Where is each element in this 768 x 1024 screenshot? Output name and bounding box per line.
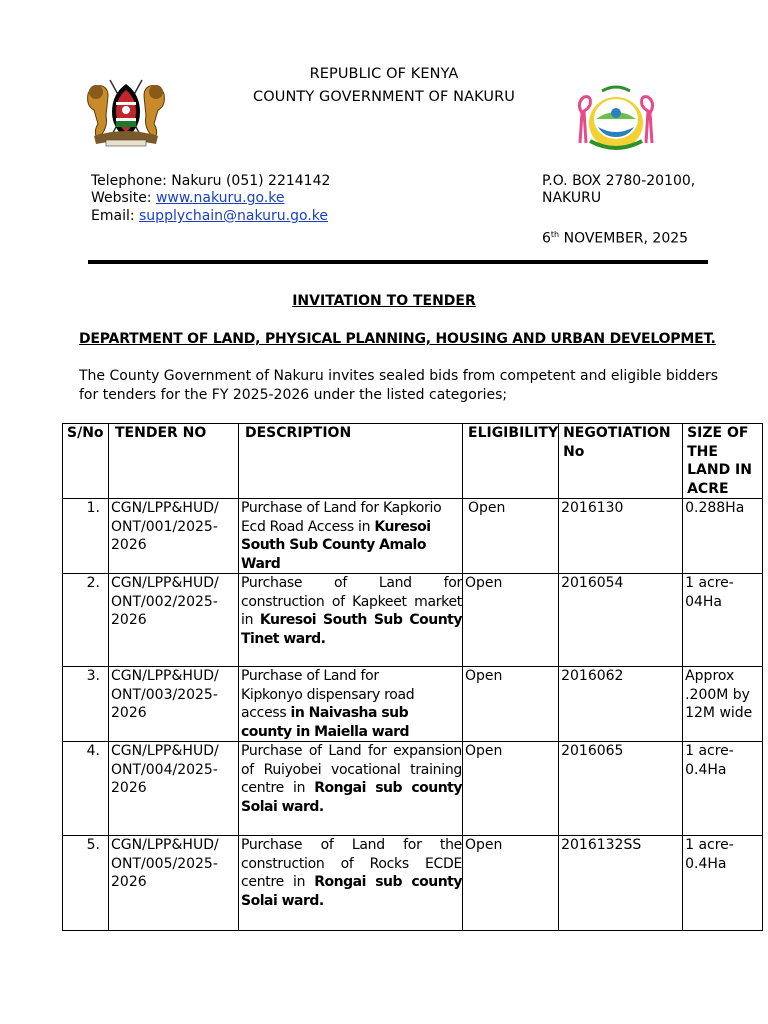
row-negotiation-no: 2016054 [559, 574, 683, 667]
town: NAKURU [542, 190, 602, 206]
row-eligibility: Open [463, 499, 559, 574]
kenya-coat-of-arms-icon [80, 72, 172, 150]
row-sno: 2. [63, 574, 109, 667]
row-description-text: Purchase of Land for Kapkorio Ecd Road Access in [241, 500, 442, 535]
col-header-tender-no: TENDER NO [109, 424, 239, 499]
telephone-line: Telephone: Nakuru (051) 2214142 [91, 173, 331, 189]
row-eligibility: Open [463, 667, 559, 742]
row-description-text: Purchase of Land for construction of Kapkeet market in [241, 575, 462, 628]
department-heading: DEPARTMENT OF LAND, PHYSICAL PLANNING, HOUSING AND URBAN DEVELOPMET. [79, 331, 716, 347]
row-description [239, 742, 463, 836]
row-description [239, 574, 463, 667]
row-eligibility: Open [463, 836, 559, 931]
email-label: Email: [91, 208, 140, 224]
tender-table [62, 423, 763, 931]
col-header-description: DESCRIPTION [239, 424, 463, 499]
row-description [239, 667, 463, 742]
row-description [239, 836, 463, 931]
row-sno: 1. [63, 499, 109, 574]
website-line [91, 190, 284, 207]
email-link[interactable]: supplychain@nakuru.go.ke [139, 208, 329, 224]
date-day: 6 [542, 230, 551, 247]
intro-paragraph: The County Government of Nakuru invites sealed bids from competent and eligible bidders for tenders for the FY 2025-2026 under the listed categories; [79, 368, 719, 403]
header-divider [88, 260, 708, 264]
col-header-eligibility: ELIGIBILITY [463, 424, 559, 499]
row-land-size: 1 acre-04Ha [683, 574, 763, 667]
row-sno: 3. [63, 667, 109, 742]
row-tender-no: CGN/LPP&HUD/ ONT/003/2025-2026 [109, 667, 239, 742]
row-description-location: Kuresoi South Sub County Amalo Ward [241, 518, 431, 572]
col-header-negotiation: NEGOTIATION No [559, 424, 683, 499]
row-tender-no: CGN/LPP&HUD/ ONT/001/2025-2026 [109, 499, 239, 574]
row-negotiation-no: 2016132SS [559, 836, 683, 931]
row-eligibility: Open [463, 742, 559, 836]
letter-date [542, 226, 688, 248]
row-description-location: Rongai sub county Solai ward. [241, 874, 462, 909]
table-header-row [63, 424, 763, 499]
table-row [63, 574, 763, 667]
col-header-sno: S/No [63, 424, 109, 499]
header-line-county: COUNTY GOVERNMENT OF NAKURU [253, 89, 515, 105]
row-description-location: Rongai sub county Solai ward. [241, 780, 462, 815]
date-rest: NOVEMBER, 2025 [559, 230, 689, 247]
table-row [63, 742, 763, 836]
row-sno: 5. [63, 836, 109, 931]
row-land-size: 0.288Ha [683, 499, 763, 574]
row-description-location: in Naivasha sub county in Maiella ward [241, 705, 410, 740]
document-title: INVITATION TO TENDER [292, 293, 476, 309]
row-negotiation-no: 2016065 [559, 742, 683, 836]
row-tender-no: CGN/LPP&HUD/ ONT/002/2025-2026 [109, 574, 239, 667]
header-line-republic: REPUBLIC OF KENYA [309, 66, 459, 82]
row-description-text: Purchase of Land for Kipkonyo dispensary road access [241, 668, 415, 721]
website-label: Website: [91, 190, 156, 206]
table-row [63, 836, 763, 931]
row-negotiation-no: 2016062 [559, 667, 683, 742]
row-sno: 4. [63, 742, 109, 836]
row-land-size: 1 acre-0.4Ha [683, 836, 763, 931]
website-link[interactable]: www.nakuru.go.ke [155, 190, 285, 206]
date-suffix: th [550, 230, 560, 239]
row-description-location: Kuresoi South Sub County Tinet ward. [241, 612, 462, 647]
row-tender-no: CGN/LPP&HUD/ ONT/005/2025-2026 [109, 836, 239, 931]
row-land-size: Approx .200M by 12M wide [683, 667, 763, 742]
row-eligibility: Open [463, 574, 559, 667]
email-line [91, 208, 328, 225]
col-header-size: SIZE OF THE LAND IN ACRE [683, 424, 763, 499]
row-tender-no: CGN/LPP&HUD/ ONT/004/2025-2026 [109, 742, 239, 836]
table-row [63, 667, 763, 742]
row-negotiation-no: 2016130 [559, 499, 683, 574]
row-land-size: 1 acre-0.4Ha [683, 742, 763, 836]
row-description-text: Purchase of Land for expansion of Ruiyobei vocational training centre in [241, 743, 462, 796]
row-description [239, 499, 463, 574]
row-description-text: Purchase of Land for the construction of Rocks ECDE centre in [241, 837, 462, 890]
table-row [63, 499, 763, 574]
po-box: P.O. BOX 2780-20100, [542, 173, 696, 189]
